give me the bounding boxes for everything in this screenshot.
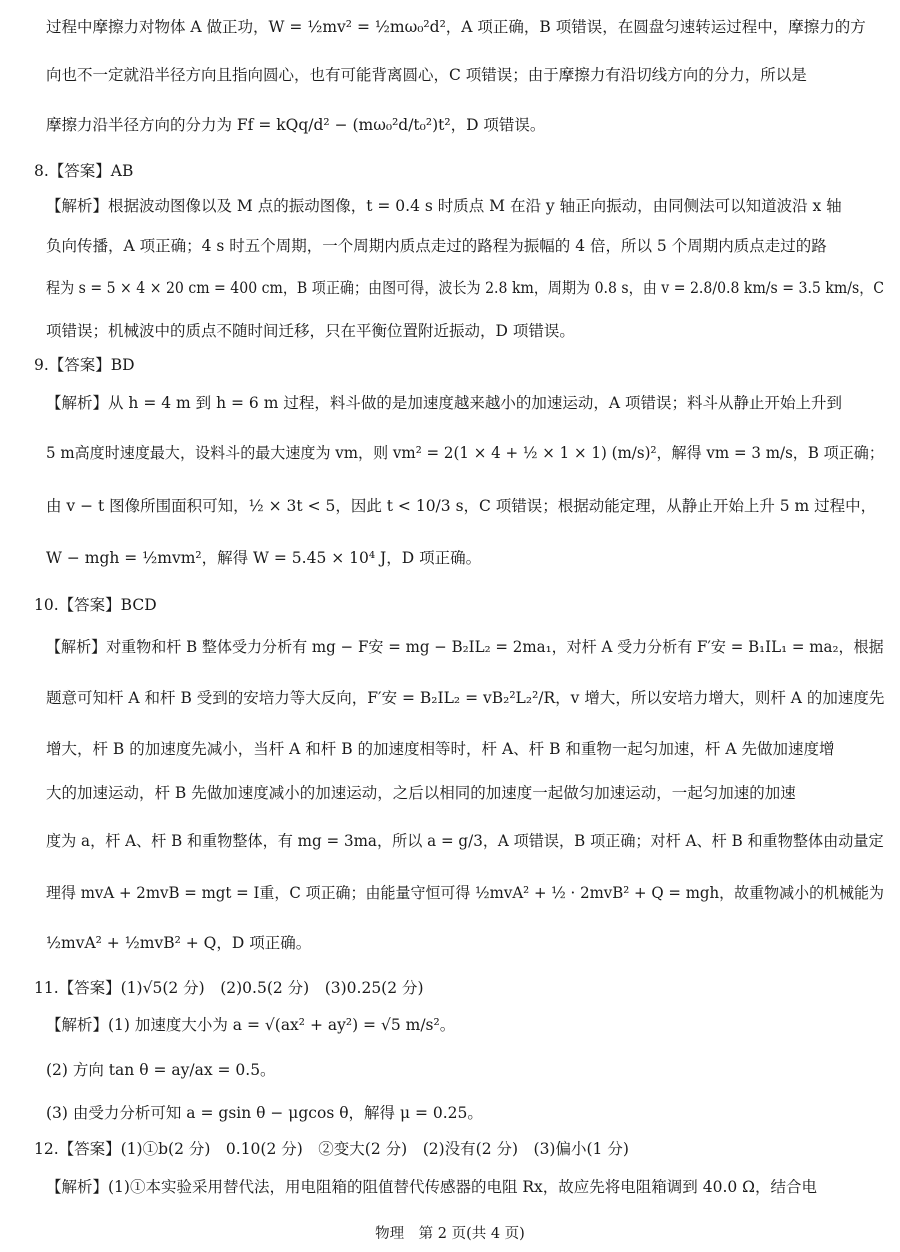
question-12-answer: 12.【答案】(1)①b(2 分) 0.10(2 分) ②变大(2 分) (2)没有(2 分) (3)偏小(1 分) — [34, 1140, 629, 1158]
text-line: 大的加速运动，杆 B 先做加速度减小的加速运动，之后以相同的加速度一起做匀加速运动，一起匀加速的加速 — [46, 784, 796, 802]
page-footer: 物理 第 2 页(共 4 页) — [375, 1226, 525, 1242]
text-line: 项错误；机械波中的质点不随时间迁移，只在平衡位置附近振动，D 项错误。 — [46, 322, 575, 340]
text-line: 由 v − t 图像所围面积可知，½ × 3t < 5，因此 t < 10/3 s，C 项错误；根据动能定理，从静止开始上升 5 m 过程中， — [46, 497, 877, 515]
text-line: 摩擦力沿半径方向的分力为 Ff = kQq/d² − (mω₀²d/t₀²)t²，D 项错误。 — [46, 116, 546, 134]
text-line: 【解析】从 h = 4 m 到 h = 6 m 过程，料斗做的是加速度越来越小的加速运动，A 项错误；料斗从静止开始上升到 — [46, 394, 842, 412]
question-11-answer: 11.【答案】(1)√5(2 分) (2)0.5(2 分) (3)0.25(2 分) — [34, 979, 424, 997]
text-line: 5 m高度时速度最大，设料斗的最大速度为 vm，则 vm² = 2(1 × 4 + ½ × 1 × 1) (m/s)²，解得 vm = 3 m/s，B 项正确； — [46, 444, 884, 462]
text-line: 【解析】根据波动图像以及 M 点的振动图像，t = 0.4 s 时质点 M 在沿 y 轴正向振动，由同侧法可以知道波沿 x 轴 — [46, 197, 842, 215]
text-line: W − mgh = ½mvm²，解得 W = 5.45 × 10⁴ J，D 项正确。 — [46, 549, 482, 567]
text-line: 【解析】对重物和杆 B 整体受力分析有 mg − F安 = mg − B₂IL₂ = 2ma₁，对杆 A 受力分析有 F′安 = B₁IL₁ = ma₂，根据 — [46, 638, 884, 656]
text-line: 理得 mvA + 2mvB = mgt = I重，C 项正确；由能量守恒可得 ½mvA² + ½ · 2mvB² + Q = mgh，故重物减小的机械能为 — [46, 884, 884, 902]
text-line: ½mvA² + ½mvB² + Q，D 项正确。 — [46, 934, 312, 952]
question-10-answer: 10.【答案】BCD — [34, 596, 157, 614]
text-line: 增大，杆 B 的加速度先减小，当杆 A 和杆 B 的加速度相等时，杆 A、杆 B 和重物一起匀加速，杆 A 先做加速度增 — [46, 740, 835, 758]
text-line: 题意可知杆 A 和杆 B 受到的安培力等大反向，F′安 = B₂IL₂ = vB₂²L₂²/R，v 增大，所以安培力增大，则杆 A 的加速度先 — [46, 689, 885, 707]
text-line: 度为 a，杆 A、杆 B 和重物整体，有 mg = 3ma，所以 a = g/3，A 项错误，B 项正确；对杆 A、杆 B 和重物整体由动量定 — [46, 832, 884, 850]
text-line: 向也不一定就沿半径方向且指向圆心，也有可能背离圆心，C 项错误；由于摩擦力有沿切线方向的分力，所以是 — [46, 66, 807, 84]
text-line: 【解析】(1) 加速度大小为 a = √(ax² + ay²) = √5 m/s²。 — [46, 1016, 456, 1034]
question-8-answer: 8.【答案】AB — [34, 162, 134, 180]
question-9-answer: 9.【答案】BD — [34, 356, 135, 374]
text-line: (3) 由受力分析可知 a = gsin θ − μgcos θ，解得 μ = 0.25。 — [46, 1104, 483, 1122]
text-line: (2) 方向 tan θ = ay/ax = 0.5。 — [46, 1061, 276, 1079]
text-line: 过程中摩擦力对物体 A 做正功，W = ½mv² = ½mω₀²d²，A 项正确，B 项错误，在圆盘匀速转运过程中，摩擦力的方 — [46, 18, 866, 36]
text-line: 【解析】(1)①本实验采用替代法，用电阻箱的阻值替代传感器的电阻 Rx，故应先将电阻箱调到 40.0 Ω，结合电 — [46, 1178, 818, 1196]
text-line: 程为 s = 5 × 4 × 20 cm = 400 cm，B 项正确；由图可得，波长为 2.8 km，周期为 0.8 s，由 v = 2.8/0.8 km/s = 3.5 km/s，C — [46, 279, 885, 297]
text-line: 负向传播，A 项正确；4 s 时五个周期，一个周期内质点走过的路程为振幅的 4 倍，所以 5 个周期内质点走过的路 — [46, 237, 827, 255]
